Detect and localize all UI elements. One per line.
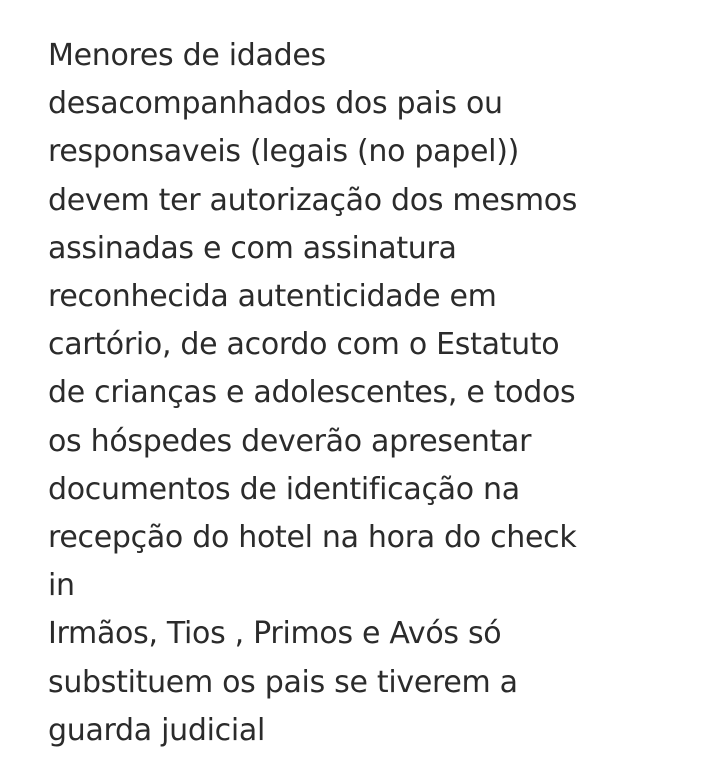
text-line: documentos de identificação na	[48, 471, 520, 507]
text-line: reconhecida autenticidade em	[48, 279, 497, 315]
text-line: responsaveis (legais (no papel))	[48, 134, 520, 170]
text-line: Menores de idades	[48, 38, 326, 73]
text-line: Irmãos, Tios , Primos e Avós só	[48, 616, 502, 652]
policy-text	[48, 32, 708, 755]
text-line: assinadas e com assinatura	[48, 230, 457, 266]
text-line: os hóspedes deverão apresentar	[48, 423, 532, 459]
text-line: in	[48, 568, 75, 604]
text-line: de crianças e adolescentes, e todos	[48, 375, 576, 411]
text-line: desacompanhados dos pais ou	[48, 86, 503, 122]
text-line: devem ter autorização dos mesmos	[48, 182, 578, 218]
text-line: guarda judicial	[48, 712, 265, 748]
text-line: substituem os pais se tiverem a	[48, 664, 518, 700]
text-line: recepção do hotel na hora do check	[48, 520, 577, 556]
text-line: cartório, de acordo com o Estatuto	[48, 327, 560, 363]
